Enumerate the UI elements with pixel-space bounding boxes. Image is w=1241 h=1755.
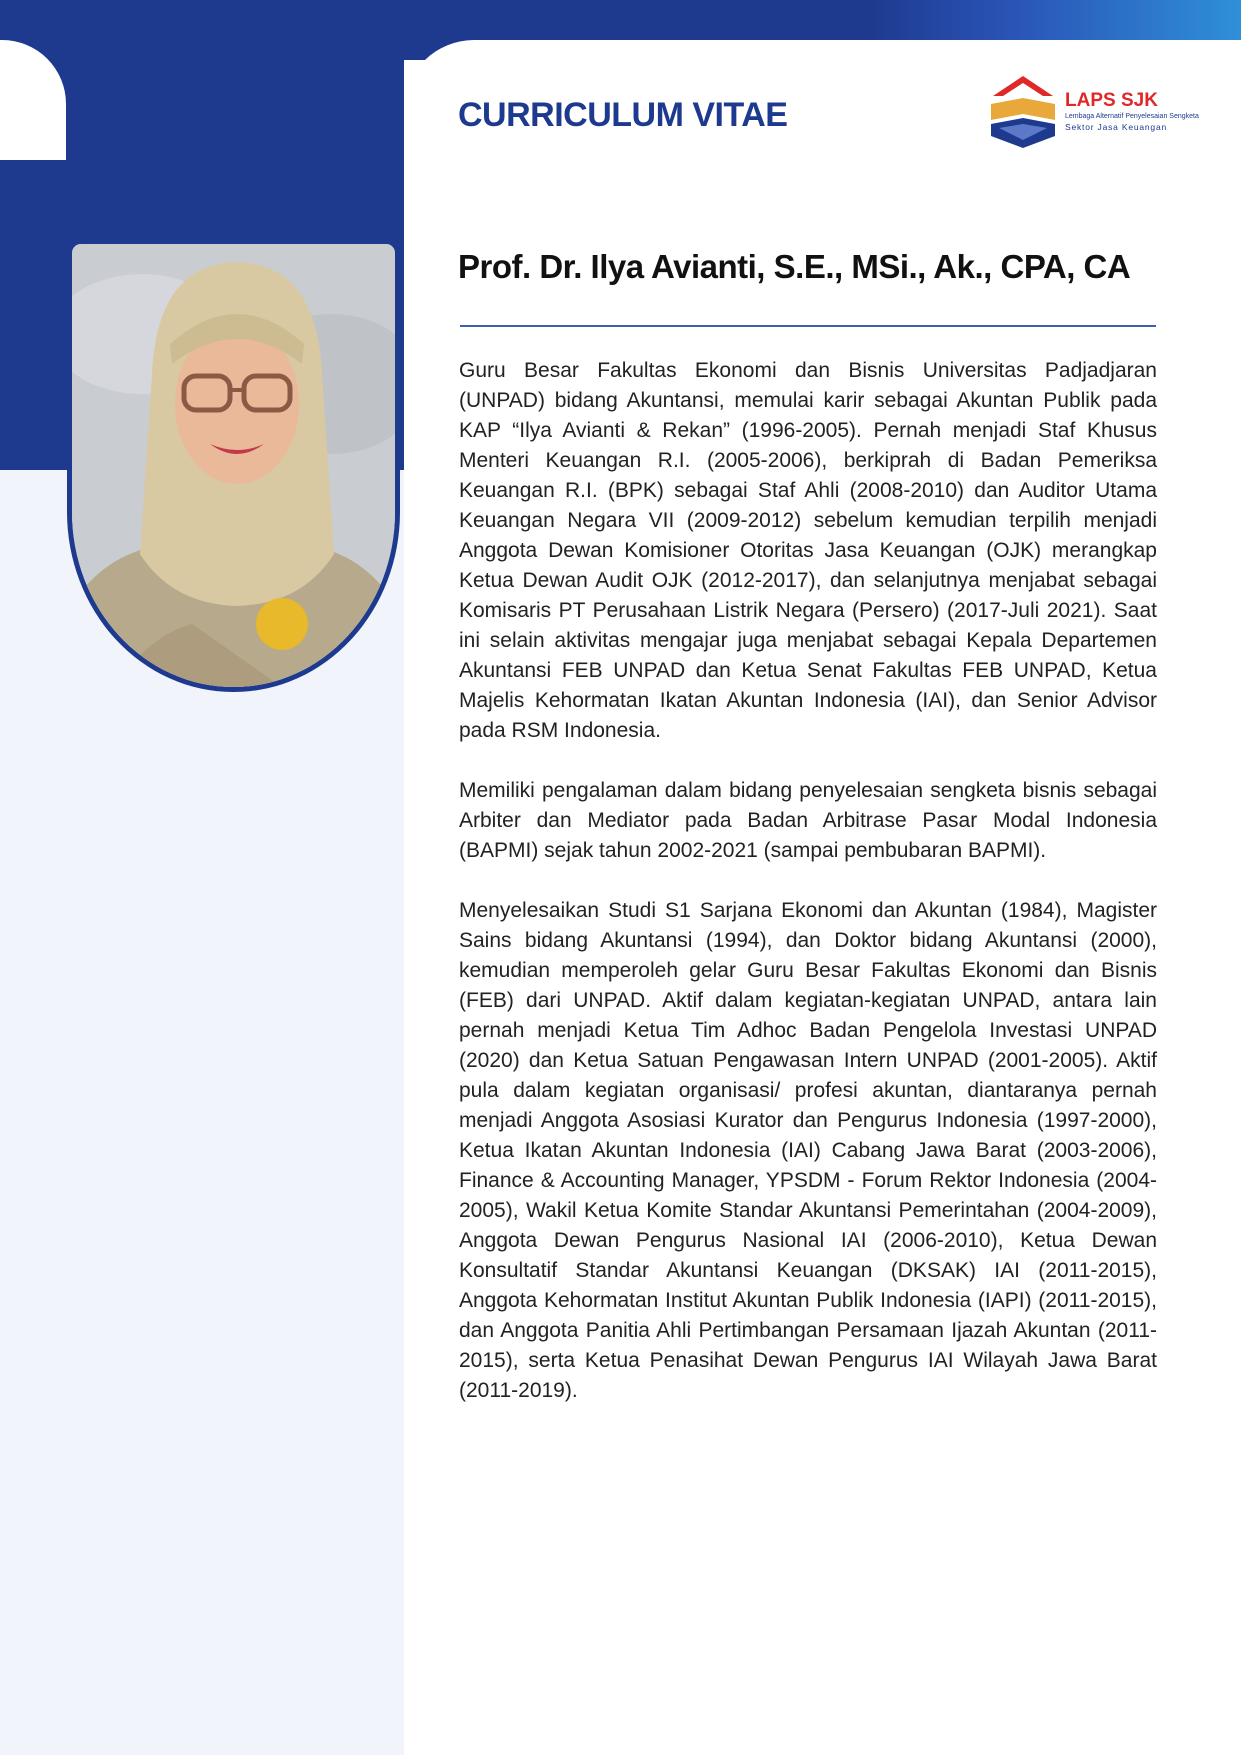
portrait-illustration [72,244,395,687]
logo-name: LAPS SJK [1065,90,1158,111]
bio-paragraph-2: Memiliki pengalaman dalam bidang penyelesaian sengketa bisnis sebagai Arbiter dan Mediator pada Badan Arbitrase Pasar Modal Indonesia (BAPMI) sejak tahun 2002-2021 (sampai pembubaran BAPMI). [459,779,1157,862]
laps-sjk-logo [985,70,1199,150]
page-title: CURRICULUM VITAE [458,96,788,134]
bio-paragraph-3: Menyelesaikan Studi S1 Sarjana Ekonomi dan Akuntan (1984), Magister Sains bidang Akuntansi (1994), dan Doktor bidang Akuntansi (2000), kemudian memperoleh gelar Guru Besar Fakultas Ekonomi dan Bisnis (FEB) dari UNPAD. Aktif dalam kegiatan-kegiatan UNPAD, antara lain pernah menjadi Ketua Tim Adhoc Badan Pengelola Investasi UNPAD (2020) dan Ketua Satuan Pengawasan Intern UNPAD (2001-2005). Aktif pula dalam kegiatan organisasi/ profesi akuntan, diantaranya pernah menjadi Anggota Asosiasi Kurator dan Pengurus Indonesia (1997-2000), Ketua Ikatan Akuntan Indonesia (IAI) Cabang Jawa Barat (2003-2006), Finance & Accounting Manager, YPSDM - Forum Rektor Indonesia (2004-2005), Wakil Ketua Komite Standar Akuntansi Pemerintahan (2004-2009), Anggota Dewan Pengurus Nasional IAI (2006-2010), Ketua Dewan Konsultatif Standar Akuntansi Keuangan (DKSAK) IAI (2011-2015), Anggota Kehormatan Institut Akuntan Publik Indonesia (IAPI) (2011-2015), dan Anggota Panitia Ahli Pertimbangan Persamaan Ijazah Akuntan (2011-2015), serta Ketua Penasihat Dewan Pengurus IAI Wilayah Jawa Barat (2011-2019). [459,899,1157,1402]
logo-subtitle: Lembaga Alternatif Penyelesaian Sengketa [1065,113,1199,120]
bio-section [459,356,1157,1436]
laps-sjk-logo-icon [985,70,1061,150]
bio-paragraph-1: Guru Besar Fakultas Ekonomi dan Bisnis Universitas Padjadjaran (UNPAD) bidang Akuntansi, memulai karir sebagai Akuntan Publik pada KAP “Ilya Avianti & Rekan” (1996-2005). Pernah menjadi Staf Khusus Menteri Keuangan R.I. (2005-2006), berkiprah di Badan Pemeriksa Keuangan R.I. (BPK) sebagai Staf Ahli (2008-2010) dan Auditor Utama Keuangan Negara VII (2009-2012) sebelum kemudian terpilih menjadi Anggota Dewan Komisioner Otoritas Jasa Keuangan (OJK) merangkap Ketua Dewan Audit OJK (2012-2017), dan selanjutnya menjabat sebagai Komisaris PT Perusahaan Listrik Negara (Persero) (2017-Juli 2021). Saat ini selain aktivitas mengajar juga menjabat sebagai Kepala Departemen Akuntansi FEB UNPAD dan Ketua Senat Fakultas FEB UNPAD, Ketua Majelis Kehormatan Ikatan Akuntan Indonesia (IAI), dan Senior Advisor pada RSM Indonesia. [459,359,1157,742]
logo-subtitle-2: Sektor Jasa Keuangan [1065,122,1168,132]
divider [460,325,1156,327]
person-name: Prof. Dr. Ilya Avianti, S.E., MSi., Ak., CPA, CA [458,248,1131,285]
portrait-photo [67,239,400,692]
